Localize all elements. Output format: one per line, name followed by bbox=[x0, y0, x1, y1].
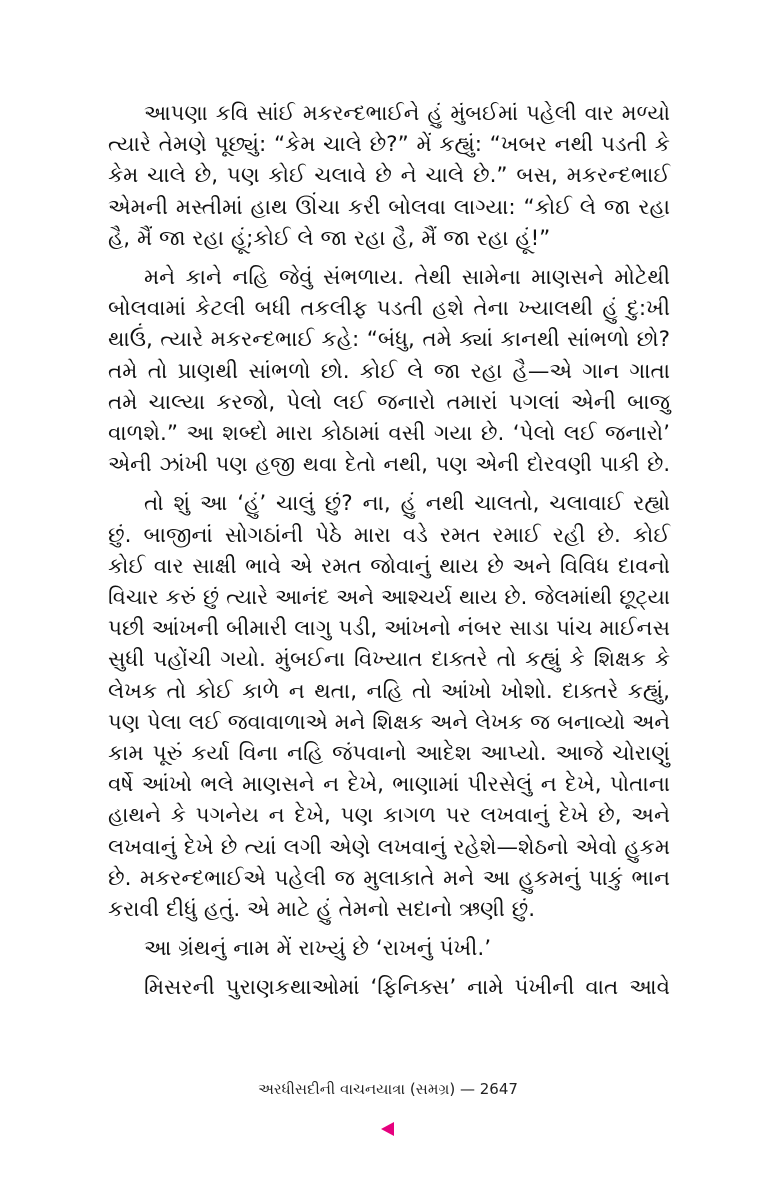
text-line: કામ પૂરું કર્યા વિના નહિ જંપવાનો આદેશ આપ્યો. આજે ચોરાણું bbox=[108, 741, 670, 767]
previous-page-arrow-icon[interactable] bbox=[381, 1122, 394, 1136]
text-line: સુધી પહોંચી ગયો. મુંબઈના વિખ્યાત દાક્તરે તો કહ્યું કે શિક્ષક કે bbox=[108, 647, 670, 673]
text-line: આપણા કવિ સાંઈ મકરન્દભાઈને હું મુંબઈમાં પહેલી વાર મળ્યો bbox=[144, 101, 670, 125]
page-footer: અરધીસદીની વાચનયાત્રા (સમગ્ર) — 2647 bbox=[258, 1080, 518, 1098]
paragraph-4 bbox=[108, 933, 670, 964]
text-line: તો શું આ ‘હું’ ચાલું છું? ના, હું નથી ચાલતો, ચલાવાઈ રહ્યો bbox=[144, 491, 670, 517]
text-line: લખવાનું દેખે છે ત્યાં લગી એણે લખવાનું રહેશે—શેઠનો એવો હુકમ bbox=[108, 834, 670, 860]
text-line: હૈ, મૈં જા રહા હૂં;કોઈ લે જા રહા હૈ, મૈં જા રહા હૂં!” bbox=[108, 225, 551, 251]
text-line: છે. મકરન્દભાઈએ પહેલી જ મુલાકાતે મને આ હુકમનું પાકું ભાન bbox=[108, 865, 670, 891]
paragraph-3 bbox=[108, 488, 670, 925]
paragraph-5 bbox=[108, 972, 670, 1003]
text-line: વિચાર કરું છું ત્યારે આનંદ અને આશ્ચર્ય થાય છે. જેલમાંથી છૂટ્યા bbox=[108, 585, 670, 610]
text-line: એમની મસ્તીમાં હાથ ઊંચા કરી બોલવા લાગ્યા: “કોઈ લે જા રહા bbox=[108, 194, 670, 220]
paragraph-1 bbox=[108, 98, 670, 254]
text-line: પછી આંખની બીમારી લાગુ પડી, આંખનો નંબર સાડા પાંચ માઈનસ bbox=[108, 616, 670, 642]
text-line: મિસરની પુરાણકથાઓમાં ‘ફિનિક્સ’ નામે પંખીની વાત આવે bbox=[144, 975, 670, 1001]
text-line: કોઈ વાર સાક્ષી ભાવે એ રમત જોવાનું થાય છે અને વિવિધ દાવનો bbox=[108, 553, 670, 579]
paragraph-2 bbox=[108, 262, 670, 480]
text-line: હાથને કે પગનેય ન દેખે, પણ કાગળ પર લખવાનું દેખે છે, અને bbox=[108, 803, 670, 829]
text-line: વર્ષે આંખો ભલે માણસને ન દેખે, ભાણામાં પીરસેલું ન દેખે, પોતાના bbox=[108, 772, 670, 798]
text-line: તમે ચાલ્યા કરજો, પેલો લઈ જનારો તમારાં પગલાં એની બાજુ bbox=[108, 389, 670, 415]
text-line: બોલવામાં કેટલી બધી તકલીફ પડતી હશે તેના ખ્યાલથી હું દુ:ખી bbox=[108, 296, 670, 322]
text-line: મને કાને નહિ જેવું સંભળાય. તેથી સામેના માણસને મોટેથી bbox=[144, 265, 670, 291]
text-line: કરાવી દીધું હતું. એ માટે હું તેમનો સદાનો ઋણી છું. bbox=[108, 897, 536, 923]
page-body bbox=[108, 98, 670, 1012]
text-line: વાળશે.” આ શબ્દો મારા કોઠામાં વસી ગયા છે. ‘પેલો લઈ જનારો’ bbox=[108, 421, 670, 447]
text-line: કેમ ચાલે છે, પણ કોઈ ચલાવે છે ને ચાલે છે.” બસ, મકરન્દભાઈ bbox=[108, 163, 670, 189]
text-line: આ ગ્રંથનું નામ મેં રાખ્યું છે ‘રાખનું પંખી.’ bbox=[144, 936, 492, 962]
text-line: એની ઝાંખી પણ હજી થવા દેતો નથી, પણ એની દોરવણી પાકી છે. bbox=[108, 452, 670, 477]
text-line: તમે તો પ્રાણથી સાંભળો છો. કોઈ લે જા રહા હૈ—એ ગાન ગાતા bbox=[108, 358, 670, 384]
text-line: છું. બાજીનાં સોગઠાંની પેઠે મારા વડે રમત રમાઈ રહી છે. કોઈ bbox=[108, 522, 670, 548]
text-line: લેખક તો કોઈ કાળે ન થતા, નહિ તો આંખો ખોશો. દાક્તરે કહ્યું, bbox=[108, 678, 670, 704]
text-line: ત્યારે તેમણે પૂછ્યું: “કેમ ચાલે છે?” મેં કહ્યું: “ખબર નથી પડતી કે bbox=[108, 132, 670, 158]
text-line: પણ પેલા લઈ જવાવાળાએ મને શિક્ષક અને લેખક જ બનાવ્યો અને bbox=[108, 709, 670, 734]
text-line: થાઉં, ત્યારે મકરન્દભાઈ કહે: “બંધુ, તમે ક્યાં કાનથી સાંભળો છો? bbox=[108, 327, 670, 353]
